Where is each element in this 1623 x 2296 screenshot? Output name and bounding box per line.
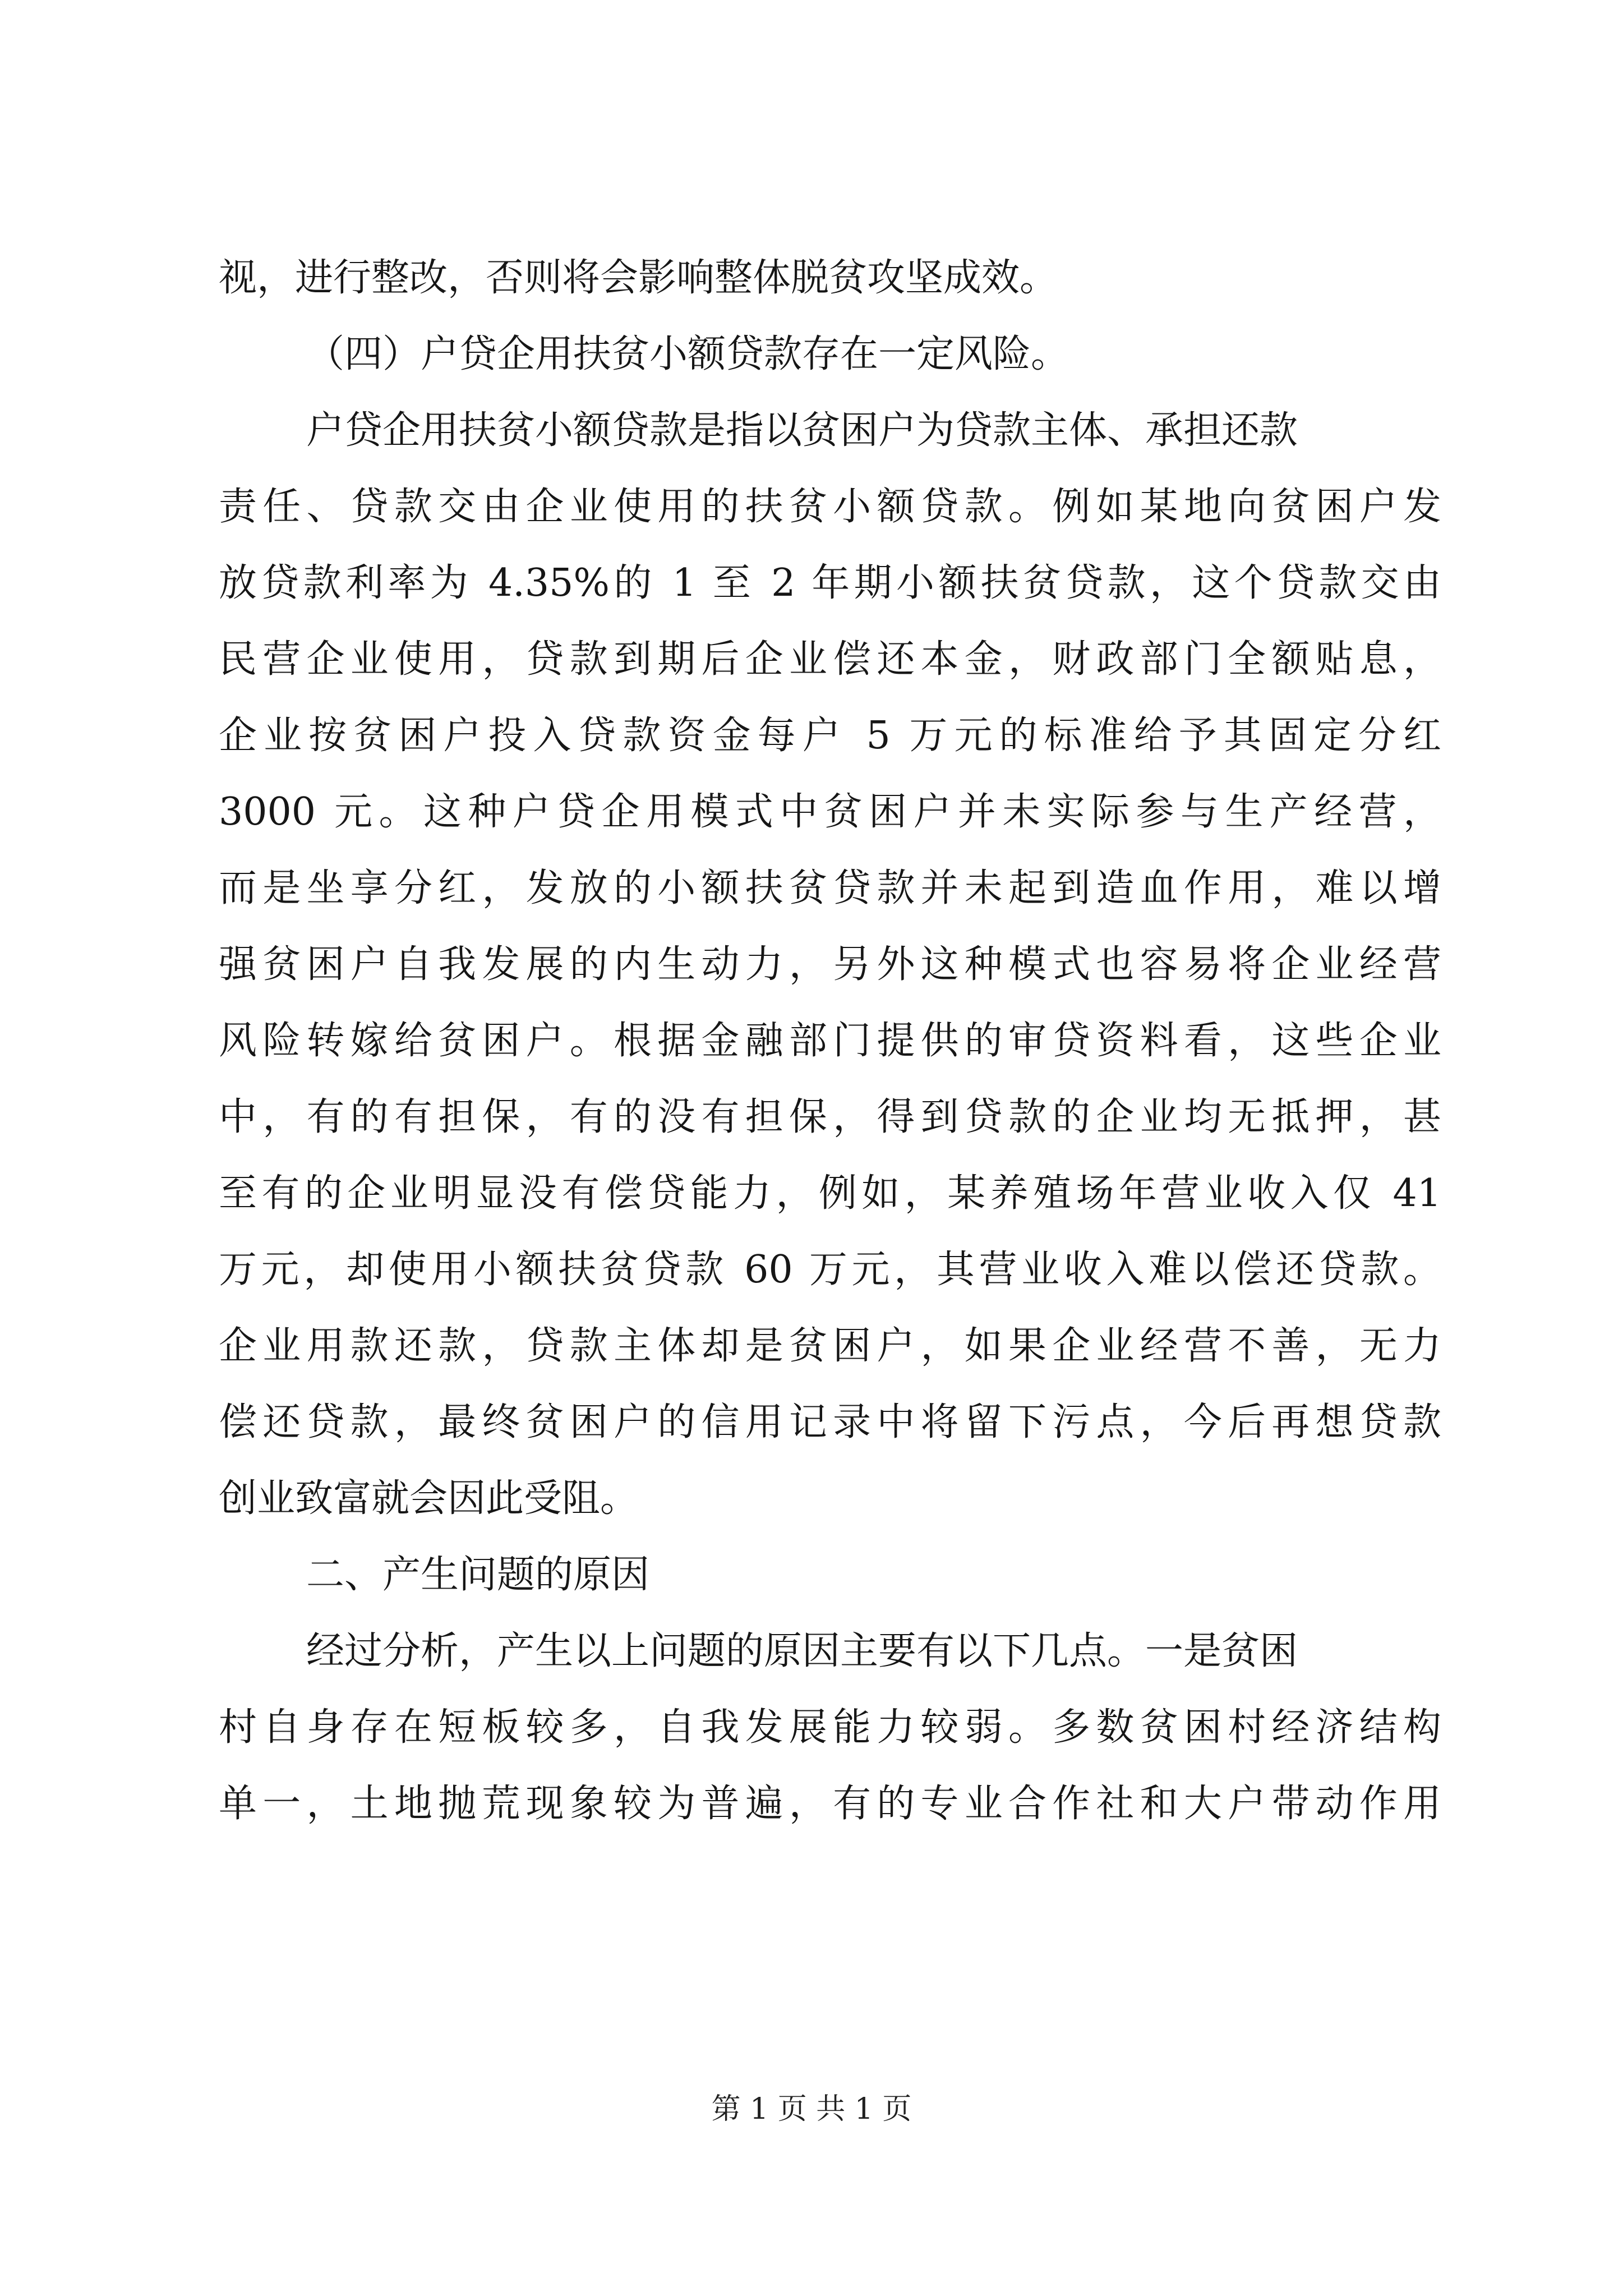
section-heading-4: （四）户贷企用扶贫小额贷款存在一定风险。 [306, 332, 1069, 376]
paragraph-line-6: 民营企业使用，贷款到期后企业偿还本金，财政部门全额贴息， [219, 637, 1441, 682]
paragraph-line-11: 风险转嫁给贫困户。根据金融部门提供的审贷资料看，这些企业 [219, 1019, 1441, 1063]
paragraph-line-16: 偿还贷款，最终贫困户的信用记录中将留下污点，今后再想贷款 [219, 1400, 1441, 1444]
paragraph-line-5: 放贷款利率为 4.35%的 1 至 2 年期小额扶贫贷款，这个贷款交由 [219, 561, 1441, 605]
paragraph-line-17: 创业致富就会因此受阻。 [219, 1476, 639, 1521]
paragraph-line-4: 责任、贷款交由企业使用的扶贫小额贷款。例如某地向贫困户发 [219, 485, 1441, 529]
paragraph-line-14: 万元，却使用小额扶贫贷款 60 万元，其营业收入难以偿还贷款。 [219, 1248, 1441, 1292]
paragraph-line-10: 强贫困户自我发展的内生动力，另外这种模式也容易将企业经营 [219, 942, 1441, 987]
paragraph-line-15: 企业用款还款，贷款主体却是贫困户，如果企业经营不善，无力 [219, 1324, 1441, 1368]
paragraph-line-9: 而是坐享分红，发放的小额扶贫贷款并未起到造血作用，难以增 [219, 866, 1441, 910]
paragraph-line-3: 户贷企用扶贫小额贷款是指以贫困户为贷款主体、承担还款 [306, 408, 1298, 453]
paragraph-line-7: 企业按贫困户投入贷款资金每户 5 万元的标准给予其固定分红 [219, 714, 1441, 758]
paragraph-line-21: 单一，土地抛荒现象较为普遍，有的专业合作社和大户带动作用 [219, 1782, 1441, 1826]
section-heading-2: 二、产生问题的原因 [306, 1553, 650, 1597]
paragraph-line-12: 中，有的有担保，有的没有担保，得到贷款的企业均无抵押，甚 [219, 1095, 1441, 1139]
document-body [219, 240, 1441, 1842]
page-footer: 第 1 页 共 1 页 [711, 2092, 912, 2126]
paragraph-line-19: 经过分析，产生以上问题的原因主要有以下几点。一是贫困 [306, 1629, 1298, 1673]
paragraph-line-20: 村自身存在短板较多，自我发展能力较弱。多数贫困村经济结构 [219, 1705, 1441, 1750]
paragraph-line-13: 至有的企业明显没有偿贷能力，例如，某养殖场年营业收入仅 41 [219, 1171, 1441, 1216]
paragraph-line-1: 视，进行整改，否则将会影响整体脱贫攻坚成效。 [219, 256, 1058, 300]
paragraph-line-8: 3000 元。这种户贷企用模式中贫困户并未实际参与生产经营， [219, 790, 1441, 834]
